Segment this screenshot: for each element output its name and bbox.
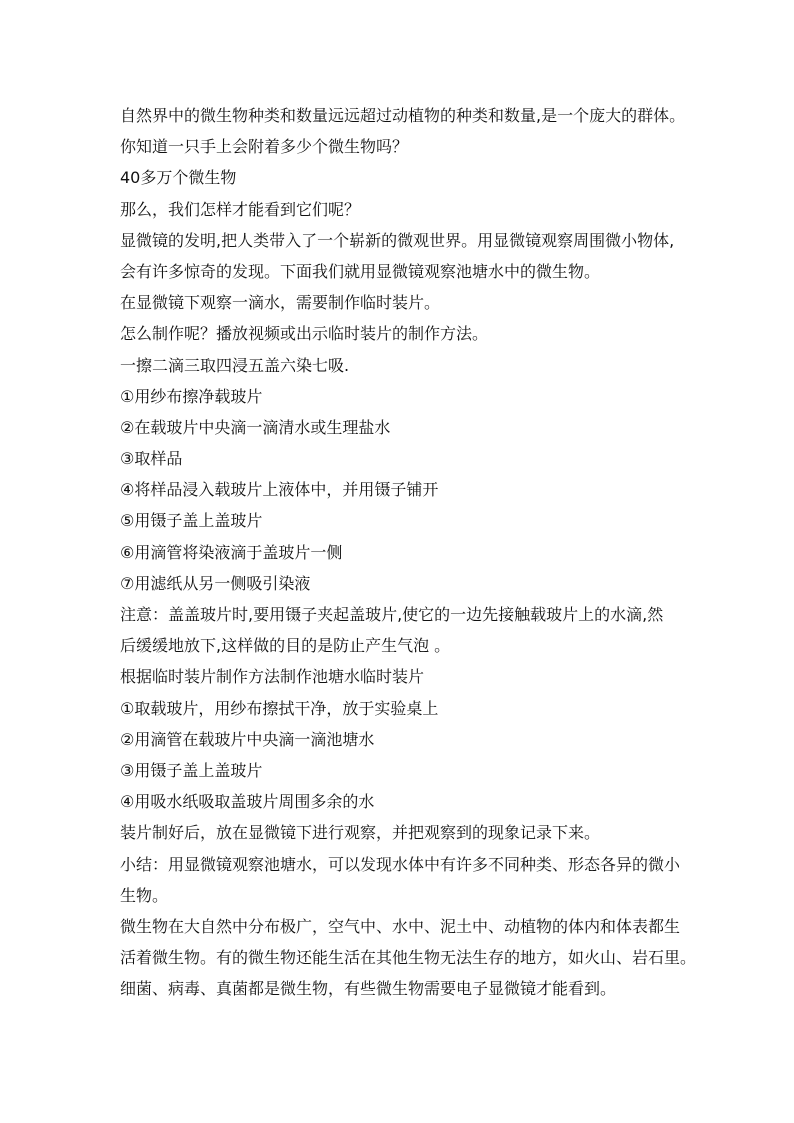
paragraph-line-10: 根据临时装片制作方法制作池塘水临时装片 xyxy=(120,667,425,687)
paragraph-line-14: 细菌、病毒、真菌都是微生物，有些微生物需要电子显微镜才能看到。 xyxy=(120,979,617,999)
paragraph-line-7: 在显微镜下观察一滴水，需要制作临时装片。 xyxy=(120,293,441,313)
note-line-1: 注意：盖盖玻片时,要用镊子夹起盖玻片,使它的一边先接触载玻片上的水滴,然 xyxy=(120,605,664,624)
paragraph-line-3: 40多万个微生物 xyxy=(120,168,237,188)
paragraph-line-1: 自然界中的微生物种类和数量远远超过动植物的种类和数量,是一个庞大的群体。 xyxy=(120,106,686,125)
paragraph-line-4: 那么，我们怎样才能看到它们呢？ xyxy=(120,199,361,219)
step-line-2: ②在载玻片中央滴一滴清水或生理盐水 xyxy=(120,417,391,437)
summary-line-1: 小结：用显微镜观察池塘水，可以发现水体中有许多不同种类、形态各异的微小 xyxy=(120,854,681,874)
step-line-3: ③取样品 xyxy=(120,449,183,469)
paragraph-line-9: 一擦二滴三取四浸五盖六染七吸. xyxy=(120,355,350,375)
paragraph-line-12: 微生物在大自然中分布极广，空气中、水中、泥土中、动植物的体内和体表都生 xyxy=(120,916,681,936)
paragraph-line-2: 你知道一只手上会附着多少个微生物吗？ xyxy=(120,137,409,157)
paragraph-line-13: 活着微生物。有的微生物还能生活在其他生物无法生存的地方，如火山、岩石里。 xyxy=(120,948,697,968)
document-page xyxy=(120,100,697,1004)
pond-step-line-4: ④用吸水纸吸取盖玻片周围多余的水 xyxy=(120,792,375,812)
paragraph-line-5: 显微镜的发明,把人类带入了一个崭新的微观世界。用显微镜观察周围微小物体, xyxy=(120,230,675,250)
pond-step-line-1: ①取载玻片，用纱布擦拭干净，放于实验桌上 xyxy=(120,698,439,718)
step-line-6: ⑥用滴管将染液滴于盖玻片一侧 xyxy=(120,542,343,562)
summary-line-2: 生物。 xyxy=(120,885,169,905)
step-line-5: ⑤用镊子盖上盖玻片 xyxy=(120,511,263,531)
step-line-4: ④将样品浸入载玻片上液体中，并用镊子铺开 xyxy=(120,480,439,500)
pond-step-line-2: ②用滴管在载玻片中央滴一滴池塘水 xyxy=(120,729,375,749)
step-line-1: ①用纱布擦净载玻片 xyxy=(120,386,263,406)
note-line-2: 后缓缓地放下,这样做的目的是防止产生气泡 。 xyxy=(120,636,451,656)
paragraph-line-11: 装片制好后，放在显微镜下进行观察，并把观察到的现象记录下来。 xyxy=(120,823,601,843)
step-line-7: ⑦用滤纸从另一侧吸引染液 xyxy=(120,573,311,593)
paragraph-line-8: 怎么制作呢？播放视频或出示临时装片的制作方法。 xyxy=(120,324,489,344)
pond-step-line-3: ③用镊子盖上盖玻片 xyxy=(120,760,263,780)
paragraph-line-6: 会有许多惊奇的发现。下面我们就用显微镜观察池塘水中的微生物。 xyxy=(120,261,601,281)
